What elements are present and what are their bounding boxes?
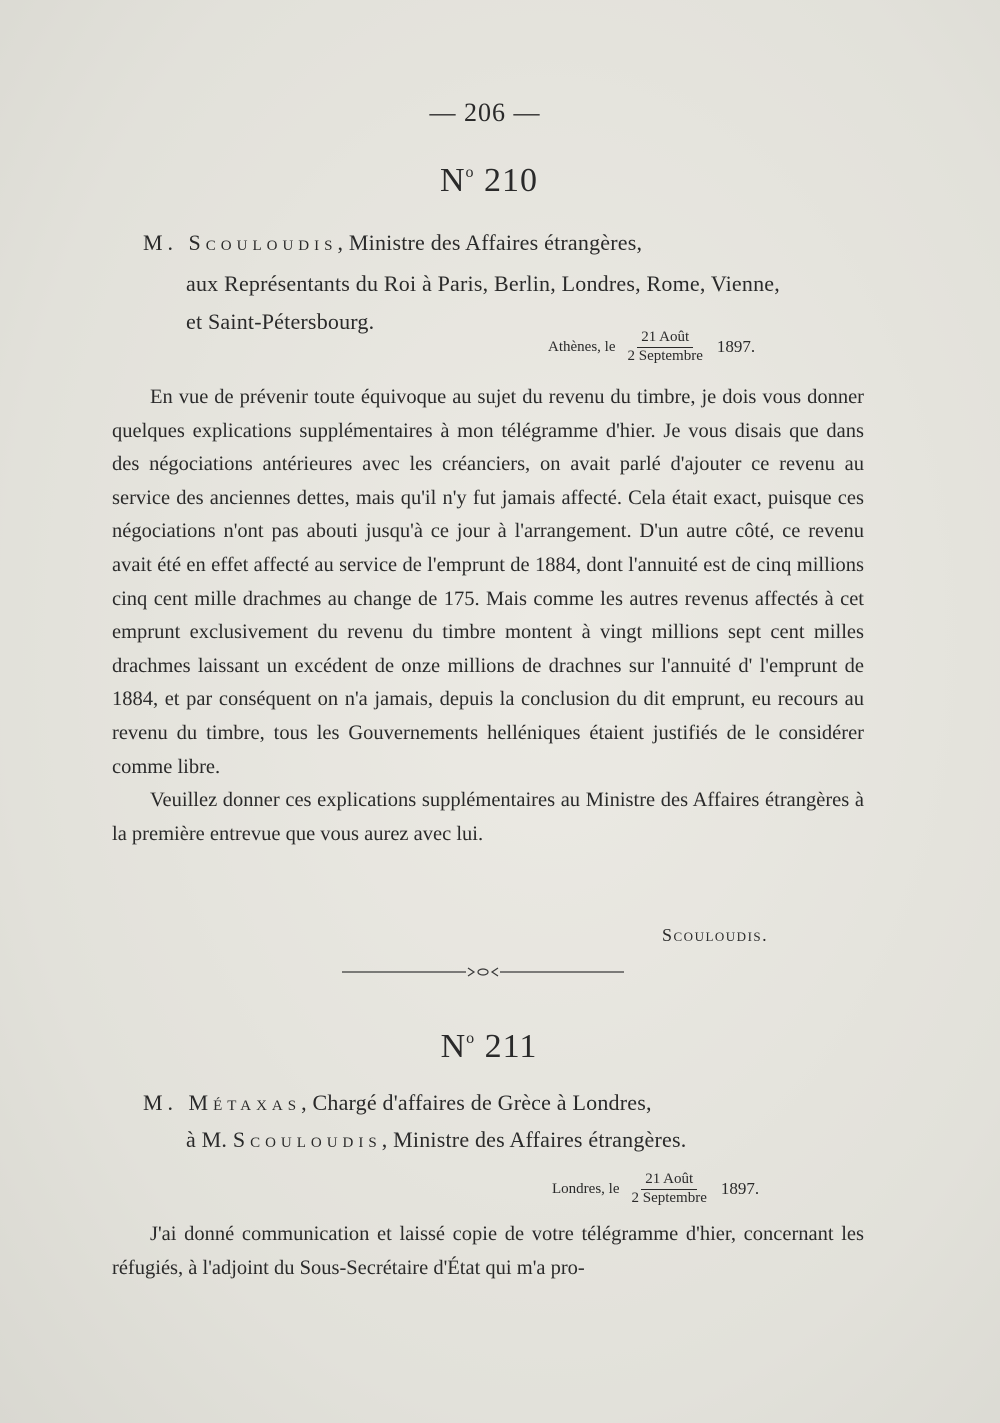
sender-line (143, 1090, 652, 1116)
sender-name: M. Scouloudis (143, 230, 338, 255)
date-fraction (627, 1172, 710, 1207)
date-gregorian: 2 Septembre (627, 347, 703, 364)
letter-body (112, 1218, 864, 1285)
date-fraction (623, 330, 706, 365)
letter-body (112, 381, 864, 851)
recipient-prefix: à M. (186, 1127, 233, 1152)
document-number-210 (0, 162, 978, 200)
recipient-title: , Ministre des Affaires étrangères. (381, 1127, 687, 1152)
number-value: 210 (484, 162, 539, 199)
date-year: 1897. (716, 337, 756, 357)
section-divider (342, 962, 624, 982)
date-line (548, 330, 755, 365)
date-julian: 21 Août (641, 1172, 697, 1190)
date-place: Londres, le (552, 1180, 620, 1197)
paragraph: J'ai donné communication et laissé copie de votre télégramme d'hier, concernant les réfugiés, à l'adjoint du Sous-Secrétaire d'État qui m'a pro- (112, 1223, 864, 1279)
date-place: Athènes, le (548, 338, 616, 355)
recipient-line (186, 1127, 686, 1153)
date-gregorian: 2 Septembre (631, 1189, 707, 1206)
date-julian: 21 Août (637, 330, 693, 348)
date-line (552, 1172, 759, 1207)
sender-title: , Chargé d'affaires de Grèce à Londres, (301, 1090, 652, 1115)
paragraph: Veuillez donner ces explications supplémentaires au Ministre des Affaires étrangères à la première entrevue que vous aurez avec lui. (112, 789, 864, 845)
document-number-211 (0, 1028, 978, 1066)
number-sup: o (465, 164, 475, 181)
sender-title: , Ministre des Affaires étrangères, (337, 230, 643, 255)
recipient-name: Scouloudis (232, 1127, 382, 1152)
number-prefix: N (439, 162, 466, 199)
recipients-line-1: aux Représentants du Roi à Paris, Berlin, Londres, Rome, Vienne, (186, 271, 780, 296)
date-year: 1897. (720, 1179, 760, 1199)
recipients-line-2: et Saint-Pétersbourg. (186, 309, 375, 334)
paragraph: En vue de prévenir toute équivoque au sujet du revenu du timbre, je dois vous donner quelques explications supplémentaires à mon télégramme d'hier. Je vous disais que dans des négociations antérieures avec les créanciers, on avait parlé d'ajouter ce revenu au service des anciennes dettes, mais qu'il n'y fut jamais affecté. Cela était exact, puisque ces négociations n'ont pas abouti jusqu'à ce jour à l'arrangement. D'un autre côté, ce revenu avait été en effet affecté au service de l'emprunt de 1884, dont l'annuité est de cinq millions cinq cent mille drachmes au change de 175. Mais comme les autres revenus affectés à cet emprunt exclusivement du revenu du timbre montent à vingt millions sept cent milles drachmes laissant un excédent de onze millions de drachnes sur l'annuité d' l'emprunt de 1884, et par conséquent on n'a jamais, depuis la conclusion du dit emprunt, eu recours au revenu du timbre, tous les Gouvernements helléniques étaient justifiés de le considérer comme libre. (112, 386, 864, 778)
number-prefix: N (440, 1028, 467, 1065)
number-value: 211 (484, 1028, 538, 1065)
number-sup: o (466, 1030, 476, 1047)
signature: Scouloudis. (662, 925, 769, 945)
sender-line (143, 230, 642, 256)
page-number: — 206 — (429, 98, 541, 127)
sender-name: M. Métaxas (143, 1090, 302, 1115)
